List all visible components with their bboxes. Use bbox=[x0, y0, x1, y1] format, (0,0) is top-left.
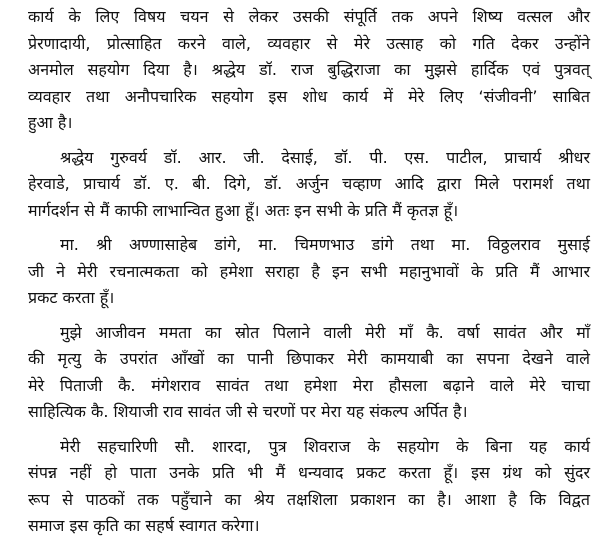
paragraph-dignitaries-acknowledgement bbox=[28, 232, 590, 312]
text-line: हेरवाडे, प्राचार्य डॉ. ए. बी. दिगे, डॉ. अर्जुन चव्हाण आदि द्वारा मिले परामर्श तथा bbox=[28, 174, 590, 193]
text-line: हुआ है। bbox=[28, 113, 73, 132]
text-line: व्यवहार तथा अनौपचारिक सहयोग इस शोध कार्य में मेरे लिए ‘संजीवनी’ साबित bbox=[28, 86, 590, 106]
text-line: श्रद्धेय गुरुवर्य डॉ. आर. जी. देसाई, डॉ. पी. एस. पाटील, प्राचार्य श्रीधर bbox=[60, 147, 590, 167]
text-line: प्रेरणादायी, प्रोत्साहित करने वाले, व्यवहार से मेरे उत्साह को गति देकर उन्होंने bbox=[28, 33, 590, 53]
text-line: की मृत्यु के उपरांत आँखों का पानी छिपाकर मेरी कामयाबी का सपना देखने वाले bbox=[28, 349, 590, 368]
text-line: मेरी सहचारिणी सौ. शारदा, पुत्र शिवराज के सहयोग के बिना यह कार्य bbox=[60, 436, 590, 456]
text-line: प्रकट करता हूँ। bbox=[28, 288, 115, 307]
text-line: मार्गदर्शन से मैं काफी लाभान्वित हुआ हूँ। अतः इन सभी के प्रति मैं कृतज्ञ हूँ। bbox=[28, 200, 459, 220]
text-line: साहित्यिक कै. शियाजी राव सावंत जी से चरणों पर मेरा यह संकल्प अर्पित है। bbox=[28, 402, 468, 421]
paragraph-parents-dedication bbox=[28, 320, 590, 426]
text-line: अनमोल सहयोग दिया है। श्रद्धेय डॉ. राज बुद्धिराजा का मुझसे हार्दिक एवं पुत्रवत् bbox=[28, 60, 590, 79]
paragraph-teachers-acknowledgement bbox=[28, 145, 590, 225]
text-line: मेरे पिताजी कै. मंगेशराव सावंत तथा हमेशा मेरा हौसला बढ़ाने वाले मेरे चाचा bbox=[28, 375, 590, 395]
text-line: कार्य के लिए विषय चयन से लेकर उसकी संपूर्ति तक अपने शिष्य वत्सल और bbox=[28, 7, 590, 26]
paragraph-guide-acknowledgement bbox=[28, 4, 590, 137]
text-line: संपन्न नहीं हो पाता उनके प्रति भी मैं धन्यवाद प्रकट करता हूँ। इस ग्रंथ को सुंदर bbox=[28, 463, 590, 482]
text-line: रूप से पाठकों तक पहुँचाने का श्रेय तक्षशिला प्रकाशन का है। आशा है कि विद्वत bbox=[28, 489, 590, 509]
text-line: जी ने मेरी रचनात्मकता को हमेशा सराहा है इन सभी महानुभावों के प्रति मैं आभार bbox=[28, 261, 590, 281]
text-line: मुझे आजीवन ममता का स्रोत पिलाने वाली मेरी माँ कै. वर्षा सावंत और माँ bbox=[60, 322, 590, 342]
paragraph-family-and-publisher bbox=[28, 434, 590, 540]
text-line: समाज इस कृति का सहर्ष स्वागत करेगा। bbox=[28, 516, 260, 535]
text-line: मा. श्री अण्णासाहेब डांगे, मा. चिमणभाउ डांगे तथा मा. विठ्ठलराव मुसाई bbox=[60, 235, 590, 254]
